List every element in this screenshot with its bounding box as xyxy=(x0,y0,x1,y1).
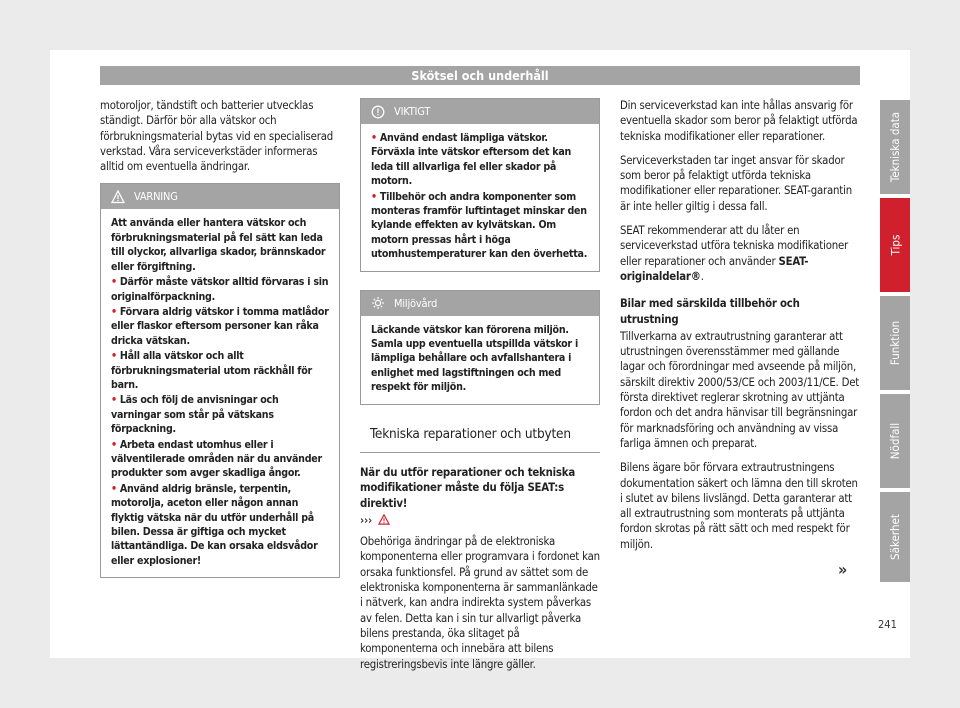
environment-text: Läckande vätskor kan förorena miljön. Samla upp eventuella utspillda vätskor i lämpliga behållare och avfallshantera i enlighet med lagstiftningen och med respekt för miljön. xyxy=(371,323,578,394)
section-title: Tekniska reparationer och utbyten xyxy=(360,417,600,453)
environment-box xyxy=(360,290,600,405)
warning-lead: Att använda eller hantera vätskor och förbrukningsmaterial på fel sätt kan leda till olyckor, allvarliga skador, brännskador eller förgiftning. xyxy=(111,217,326,273)
tab-nodfall[interactable]: Nödfall xyxy=(880,394,910,488)
reference-line xyxy=(360,513,600,528)
list-item: • Därför måste vätskor alltid förvaras i sin originalförpackning. xyxy=(111,276,329,303)
environment-leaf-icon xyxy=(371,296,385,310)
tab-funktion[interactable]: Funktion xyxy=(880,296,910,390)
intro-text: motoroljor, tändstift och batterier utvecklas ständigt. Därför bör alla vätskor och förbrukningsmaterial bytas vid en specialiserad verkstad. Våra serviceverkstäder informeras alltid om eventuella ändringar. xyxy=(100,99,333,174)
warning-triangle-icon xyxy=(378,514,390,525)
list-item: • Håll alla vätskor och allt förbrukningsmaterial utom räckhåll för barn. xyxy=(111,350,312,391)
tab-tekniska-data[interactable]: Tekniska data xyxy=(880,100,910,194)
important-box xyxy=(360,98,600,272)
info-circle-icon xyxy=(371,105,385,119)
column-2 xyxy=(360,98,600,681)
paragraph: Bilens ägare bör förvara extrautrustningens dokumentation säkert och lämna den till skroten i slutet av bilens livslängd. Detta garanterar att all extrautrustning som monterats på uttjänta fordon skrotas på rätt sätt och med respekt för miljön. xyxy=(620,461,858,551)
tab-sakerhet[interactable]: Säkerhet xyxy=(880,492,910,582)
subheading: Bilar med särskilda tillbehör och utrustning xyxy=(620,297,800,326)
section-lead: När du utför reparationer och tekniska modifikationer måste du följa SEAT:s direktiv! xyxy=(360,465,576,510)
warning-body xyxy=(101,209,339,577)
paragraph: Serviceverkstaden tar inget ansvar för skador som beror på felaktigt utförda tekniska modifikationer eller reparationer. SEAT-garantin är inte heller giltig i dessa fall. xyxy=(620,153,852,213)
warning-title: VARNING xyxy=(134,190,178,204)
warning-header xyxy=(101,184,339,209)
column-1 xyxy=(100,98,340,590)
warning-box xyxy=(100,183,340,578)
list-item: • Arbeta endast utomhus eller i välventilerade områden när du använder produkter som avger skadliga ångor. xyxy=(111,438,322,480)
list-item: • Förvara aldrig vätskor i tomma matlådor eller flaskor eftersom personer kan råka dricka vätskan. xyxy=(111,305,329,347)
paragraph: Din serviceverkstad kan inte hållas ansvarig för eventuella skador som beror på felaktigt utförda tekniska modifikationer eller reparationer. xyxy=(620,99,858,143)
list-item: • Använd endast lämpliga vätskor. Förväxla inte vätskor eftersom det kan leda till allvarliga fel eller skador på motorn. xyxy=(371,132,572,188)
page-number: 241 xyxy=(878,618,897,631)
warning-triangle-icon xyxy=(111,190,125,204)
paragraph: Tillverkarna av extrautrustning garanterar att utrustningen överensstämmer med gällande lagar och förordningar med avseende på miljön, särskilt direktiv 2000/53/CE och 2003/11/CE. Det första direktivet reglerar skrotning av uttjänta fordon och det andra hänvisar till begränsningar för marknadsföring och användning av vissa farliga ämnen och preparat. xyxy=(620,329,860,450)
continue-arrow: » xyxy=(838,560,848,579)
seat-parts-emphasis: SEAT-originaldelar® xyxy=(620,254,809,283)
environment-title: Miljövård xyxy=(394,296,438,310)
page-header: Skötsel och underhåll xyxy=(100,66,860,85)
important-header xyxy=(361,99,599,124)
column-3 xyxy=(620,98,860,561)
environment-body xyxy=(361,316,599,404)
important-title: VIKTIGT xyxy=(394,105,431,118)
reference-arrows: ››› xyxy=(360,513,372,527)
list-item: • Tillbehör och andra komponenter som monteras framför luftintaget minskar den kylande effekten av kylvätskan. Om motorn pressas hårt i höga utomhustemperaturer kan den överhetta. xyxy=(371,190,588,261)
tab-tips[interactable]: Tips xyxy=(880,198,910,292)
paragraph: SEAT rekommenderar att du låter en serviceverkstad utföra tekniska modifikationer eller reparationer och använder SEAT-originaldelar®. xyxy=(620,224,849,283)
environment-header xyxy=(361,291,599,316)
list-item: • Läs och följ de anvisningar och varningar som står på vätskans förpackning. xyxy=(111,394,279,436)
important-body xyxy=(361,124,599,271)
section-body: Obehöriga ändringar på de elektroniska komponenterna eller programvara i fordonet kan orsaka funktionsfel. På grund av sättet som de elektroniska komponenterna är sammanlänkade i nätverk, kan andra indirekta system påverkas av felen. Detta kan i sin tur allvarligt påverka bilens prestanda, öka slitaget på komponenterna och innebära att bilens registreringsbevis inte längre gäller. xyxy=(360,535,600,671)
list-item: • Använd aldrig bränsle, terpentin, motorolja, aceton eller någon annan flyktig vätska när du utför underhåll på bilen. Dessa är giftiga och mycket lättantändliga. De kan orsaka eldsvådor eller explosioner! xyxy=(111,482,318,567)
